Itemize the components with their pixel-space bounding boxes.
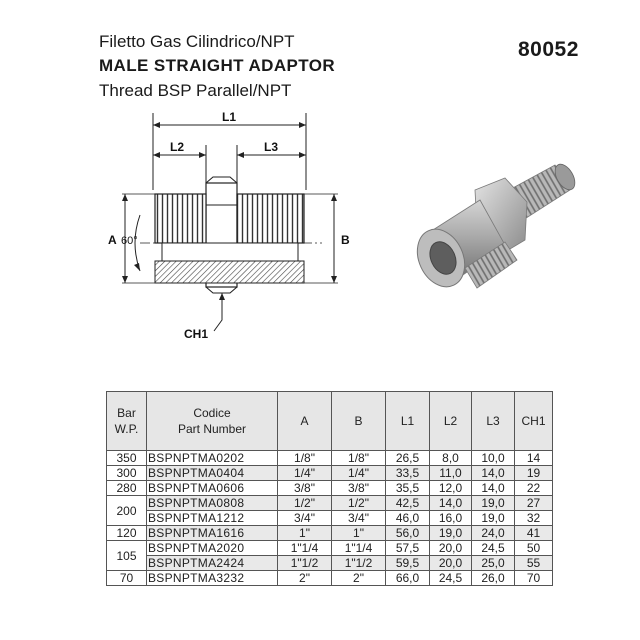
- cell-part-number: BSPNPTMA1212: [147, 511, 278, 526]
- cell-b: 1"1/4: [332, 541, 386, 556]
- cell-a: 3/4": [278, 511, 332, 526]
- cell-l2: 20,0: [430, 541, 472, 556]
- cell-l1: 42,5: [386, 496, 430, 511]
- cell-ch1: 22: [515, 481, 553, 496]
- cell-part-number: BSPNPTMA0202: [147, 451, 278, 466]
- cell-ch1: 70: [515, 571, 553, 586]
- cell-ch1: 41: [515, 526, 553, 541]
- cell-b: 1"1/2: [332, 556, 386, 571]
- l2-label: L2: [169, 140, 185, 154]
- cell-a: 1/2": [278, 496, 332, 511]
- table-row: [107, 481, 553, 496]
- cell-l3: 10,0: [472, 451, 515, 466]
- bore: [162, 243, 298, 261]
- header-l2: L2: [430, 392, 472, 451]
- cell-bar: 350: [107, 451, 147, 466]
- cell-l1: 26,5: [386, 451, 430, 466]
- cell-l3: 24,5: [472, 541, 515, 556]
- cell-l3: 14,0: [472, 466, 515, 481]
- cell-l1: 35,5: [386, 481, 430, 496]
- cell-l2: 16,0: [430, 511, 472, 526]
- cell-ch1: 55: [515, 556, 553, 571]
- table-row: [107, 511, 553, 526]
- cell-ch1: 50: [515, 541, 553, 556]
- cell-a: 2": [278, 571, 332, 586]
- cell-part-number: BSPNPTMA1616: [147, 526, 278, 541]
- product-code: 80052: [518, 38, 579, 61]
- cell-b: 3/8": [332, 481, 386, 496]
- cell-l3: 24,0: [472, 526, 515, 541]
- cell-l1: 46,0: [386, 511, 430, 526]
- cell-l3: 14,0: [472, 481, 515, 496]
- cell-l2: 24,5: [430, 571, 472, 586]
- ch1-label: CH1: [184, 327, 209, 341]
- header-a: A: [278, 392, 332, 451]
- cell-a: 1"1/4: [278, 541, 332, 556]
- cell-part-number: BSPNPTMA0404: [147, 466, 278, 481]
- l1-label: L1: [221, 110, 237, 124]
- npt-thread: [237, 194, 304, 243]
- b-label: B: [341, 233, 350, 247]
- table-row: [107, 466, 553, 481]
- table-row: [107, 556, 553, 571]
- table-row: [107, 541, 553, 556]
- cell-ch1: 19: [515, 466, 553, 481]
- bsp-thread: [155, 194, 206, 243]
- cell-a: 1"1/2: [278, 556, 332, 571]
- cell-l1: 66,0: [386, 571, 430, 586]
- table-header-row: [107, 392, 553, 451]
- cell-a: 1/4": [278, 466, 332, 481]
- header-l1: L1: [386, 392, 430, 451]
- cell-l2: 14,0: [430, 496, 472, 511]
- cell-l2: 11,0: [430, 466, 472, 481]
- section-hatch: [155, 261, 304, 283]
- cell-l1: 33,5: [386, 466, 430, 481]
- specifications-table: [106, 391, 553, 586]
- cell-bar: 120: [107, 526, 147, 541]
- cell-b: 1/2": [332, 496, 386, 511]
- cell-l2: 12,0: [430, 481, 472, 496]
- header-part-number: Codice Part Number: [147, 392, 278, 451]
- cell-b: 2": [332, 571, 386, 586]
- angle-label: 60°: [121, 235, 138, 247]
- header-b: B: [332, 392, 386, 451]
- cell-bar: 70: [107, 571, 147, 586]
- subtitle-italian: Filetto Gas Cilindrico/NPT: [99, 32, 295, 51]
- table-row: [107, 526, 553, 541]
- cell-a: 3/8": [278, 481, 332, 496]
- cell-l2: 20,0: [430, 556, 472, 571]
- cell-a: 1": [278, 526, 332, 541]
- product-render: [405, 150, 585, 310]
- cell-b: 1/8": [332, 451, 386, 466]
- header-ch1: CH1: [515, 392, 553, 451]
- cell-b: 3/4": [332, 511, 386, 526]
- table-row: [107, 451, 553, 466]
- cell-l1: 57,5: [386, 541, 430, 556]
- cell-ch1: 32: [515, 511, 553, 526]
- cell-ch1: 14: [515, 451, 553, 466]
- header-l3: L3: [472, 392, 515, 451]
- cell-l2: 8,0: [430, 451, 472, 466]
- cell-a: 1/8": [278, 451, 332, 466]
- cell-part-number: BSPNPTMA0808: [147, 496, 278, 511]
- a-label: A: [108, 233, 117, 247]
- cell-part-number: BSPNPTMA3232: [147, 571, 278, 586]
- cell-part-number: BSPNPTMA2020: [147, 541, 278, 556]
- cell-l1: 56,0: [386, 526, 430, 541]
- subtitle-english: Thread BSP Parallel/NPT: [99, 81, 292, 100]
- cell-bar: 105: [107, 541, 147, 571]
- cell-l3: 19,0: [472, 511, 515, 526]
- cell-part-number: BSPNPTMA2424: [147, 556, 278, 571]
- cell-l1: 59,5: [386, 556, 430, 571]
- technical-drawing: [100, 105, 370, 345]
- l3-label: L3: [263, 140, 279, 154]
- cell-l3: 19,0: [472, 496, 515, 511]
- cell-bar: 280: [107, 481, 147, 496]
- cell-bar: 300: [107, 466, 147, 481]
- cell-l2: 19,0: [430, 526, 472, 541]
- cell-part-number: BSPNPTMA0606: [147, 481, 278, 496]
- header-bar-wp: Bar W.P.: [107, 392, 147, 451]
- product-title: MALE STRAIGHT ADAPTOR: [99, 56, 336, 75]
- cell-b: 1/4": [332, 466, 386, 481]
- cell-ch1: 27: [515, 496, 553, 511]
- cell-bar: 200: [107, 496, 147, 526]
- table-row: [107, 496, 553, 511]
- cell-b: 1": [332, 526, 386, 541]
- cell-l3: 25,0: [472, 556, 515, 571]
- table-row: [107, 571, 553, 586]
- cell-l3: 26,0: [472, 571, 515, 586]
